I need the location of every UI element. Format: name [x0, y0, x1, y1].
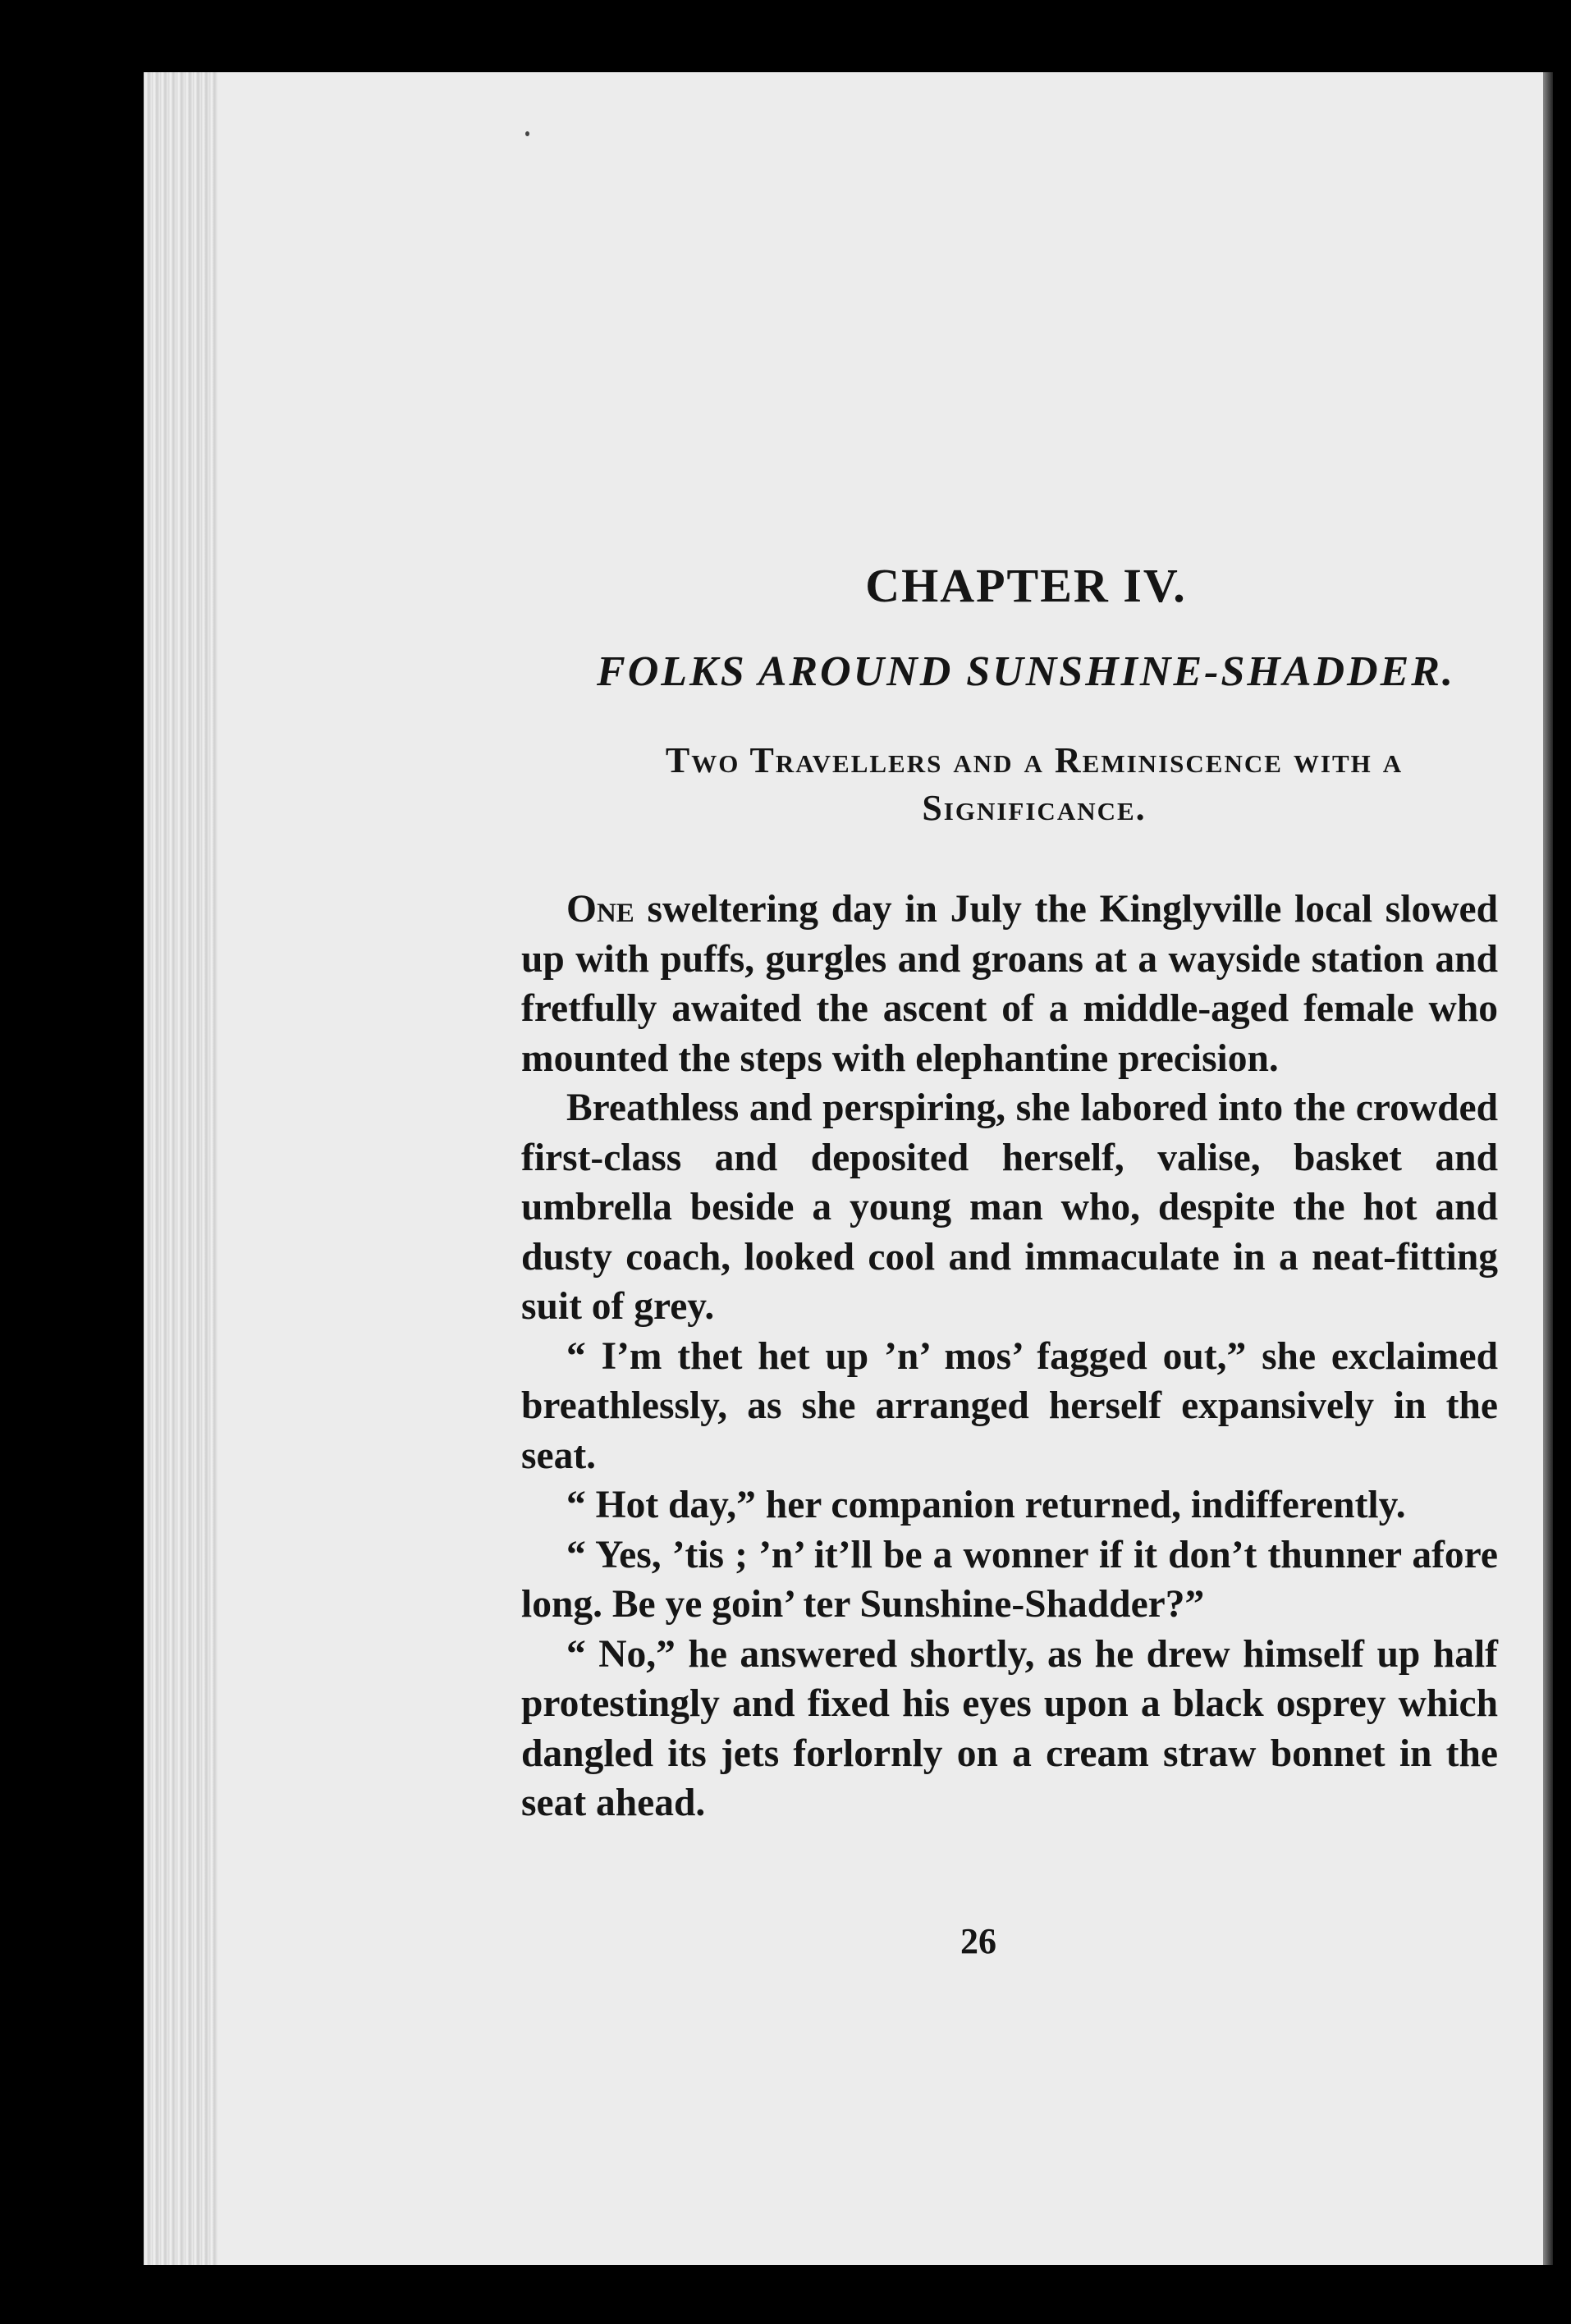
page-speck: [525, 131, 529, 136]
binding-shadow: [1543, 72, 1553, 2265]
chapter-title: CHAPTER IV.: [865, 559, 1187, 612]
paragraph: “ Yes, ’tis ; ’n’ it’ll be a wonner if it don’t thunner afore long. Be ye goin’ ter Sunshine-Shadder?”: [521, 1533, 1498, 1626]
paragraph: “ Hot day,” her companion returned, indifferently.: [566, 1484, 1406, 1526]
page-number: 26: [960, 1921, 996, 1961]
page-edges: [144, 72, 218, 2265]
page-text-block: [521, 558, 1498, 1828]
paragraph: Breathless and perspiring, she labored into the crowded first-class and deposited herself, valise, basket and umbrella beside a young man who, despite the hot and dusty coach, looked cool and immaculate in a neat-fitting suit of grey.: [521, 1087, 1498, 1328]
chapter-subtitle: FOLKS AROUND SUNSHINE-SHADDER.: [597, 648, 1455, 695]
paragraph: [521, 885, 1498, 1083]
paragraph: “ I’m thet het up ’n’ mos’ fagged out,” she exclaimed breathlessly, as she arranged herself expansively in the seat.: [521, 1334, 1498, 1477]
paragraph-text: sweltering day in July the Kinglyville local slowed up with puffs, gurgles and groans at a wayside station and fretfully awaited the ascent of a middle-aged female who mounted the steps with elephantine precision.: [521, 888, 1498, 1080]
paragraph: “ No,” he answered shortly, as he drew himself up half protestingly and fixed his eyes upon a black osprey which dangled its jets forlornly on a cream straw bonnet in the seat ahead.: [521, 1632, 1498, 1824]
paragraph-lead-word: One: [566, 888, 634, 931]
section-heading: Two Travellers and a Reminiscence with a Significance.: [665, 740, 1404, 828]
